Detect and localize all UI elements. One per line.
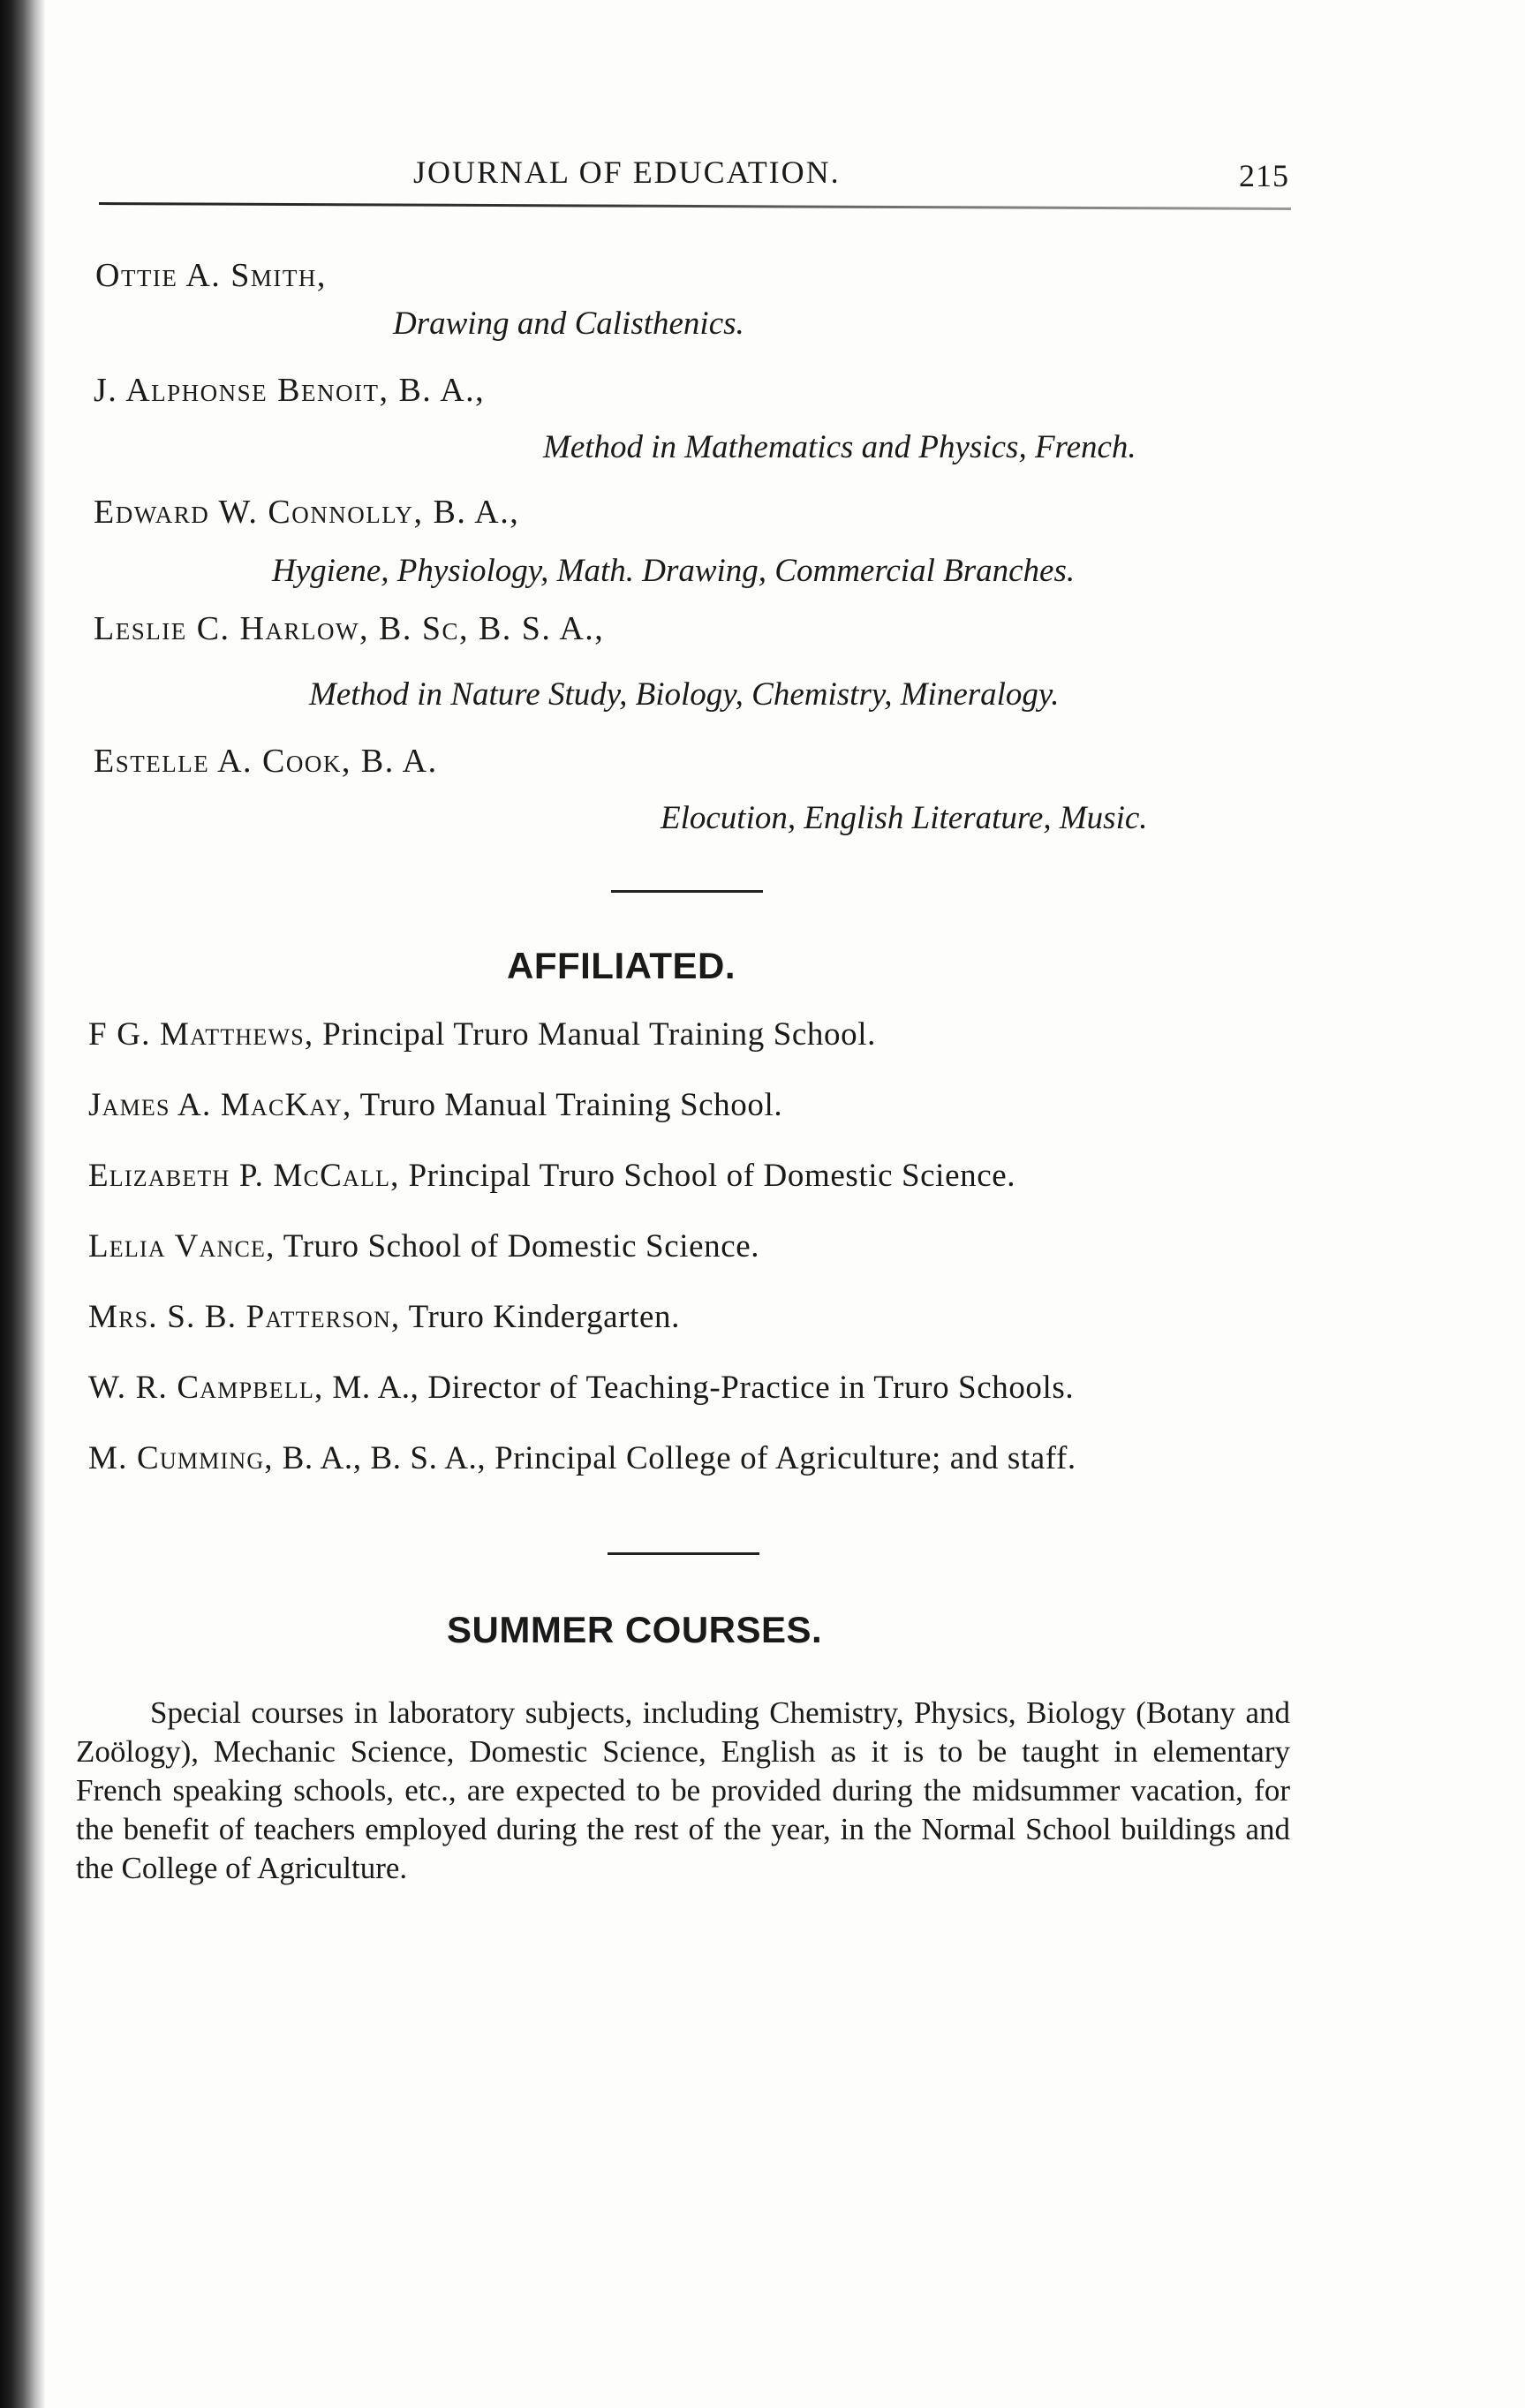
affiliated-entry-role: Principal Truro Manual Training School. (313, 1016, 876, 1053)
section-divider (611, 890, 763, 893)
affiliated-entry-role: M. A., Director of Teaching-Practice in Truro Schools. (323, 1370, 1075, 1406)
affiliated-heading: AFFILIATED. (507, 945, 736, 986)
faculty-name: Ottie A. Smith, (95, 257, 327, 294)
faculty-subjects: Method in Nature Study, Biology, Chemistry, Mineralogy. (309, 676, 1060, 713)
affiliated-entry-role: Truro Manual Training School. (351, 1087, 783, 1123)
affiliated-entry-role: Principal Truro School of Domestic Science. (399, 1158, 1016, 1194)
affiliated-entry-name: Elizabeth P. McCall, (88, 1158, 400, 1194)
affiliated-entry-name: Mrs. S. B. Patterson, (88, 1299, 401, 1335)
affiliated-entry (88, 1298, 680, 1336)
faculty-name: Estelle A. Cook, B. A. (94, 743, 438, 780)
faculty-name: J. Alphonse Benoit, B. A., (94, 372, 486, 409)
affiliated-entry (88, 1439, 1076, 1477)
affiliated-entry (88, 1227, 759, 1265)
page-number: 215 (1239, 158, 1289, 193)
faculty-name: Leslie C. Harlow, B. Sc, B. S. A., (94, 610, 605, 647)
affiliated-entry (88, 1015, 876, 1053)
faculty-subjects: Drawing and Calisthenics. (393, 306, 744, 342)
affiliated-entry-name: M. Cumming, (88, 1440, 274, 1476)
faculty-name: Edward W. Connolly, B. A., (94, 494, 520, 531)
faculty-subjects: Method in Mathematics and Physics, French. (543, 429, 1136, 465)
faculty-subjects: Elocution, English Literature, Music. (661, 800, 1148, 836)
faculty-subjects: Hygiene, Physiology, Math. Drawing, Commercial Branches. (272, 553, 1076, 589)
affiliated-entry (88, 1157, 1015, 1195)
affiliated-entry-name: W. R. Campbell, (88, 1370, 324, 1406)
affiliated-entry (88, 1369, 1074, 1407)
affiliated-entry (88, 1086, 782, 1124)
scan-shadow-edge (0, 0, 46, 2408)
section-divider (608, 1552, 759, 1555)
page-header (95, 141, 1289, 194)
summer-courses-heading: SUMMER COURSES. (447, 1609, 823, 1650)
affiliated-entry-name: F G. Matthews, (88, 1016, 314, 1053)
running-head: JOURNAL OF EDUCATION. (413, 155, 841, 190)
affiliated-entry-name: Lelia Vance, (88, 1228, 276, 1264)
affiliated-entry-name: James A. MacKay, (88, 1087, 352, 1123)
affiliated-entry-role: Truro School of Domestic Science. (275, 1228, 760, 1264)
header-rule (99, 202, 1291, 210)
affiliated-entry-role: Truro Kindergarten. (400, 1299, 680, 1335)
affiliated-entry-role: B. A., B. S. A., Principal College of Agriculture; and staff. (273, 1440, 1076, 1476)
summer-courses-paragraph: Special courses in laboratory subjects, including Chemistry, Physics, Biology (Botany and Zoölogy), Mechanic Science, Domestic Science, English as it is to be taught in elementary French speaking schools, etc., are expected to be provided during the midsummer vacation, for the benefit of teachers employed during the rest of the year, in the Normal School buildings and the College of Agriculture. (76, 1695, 1290, 1885)
